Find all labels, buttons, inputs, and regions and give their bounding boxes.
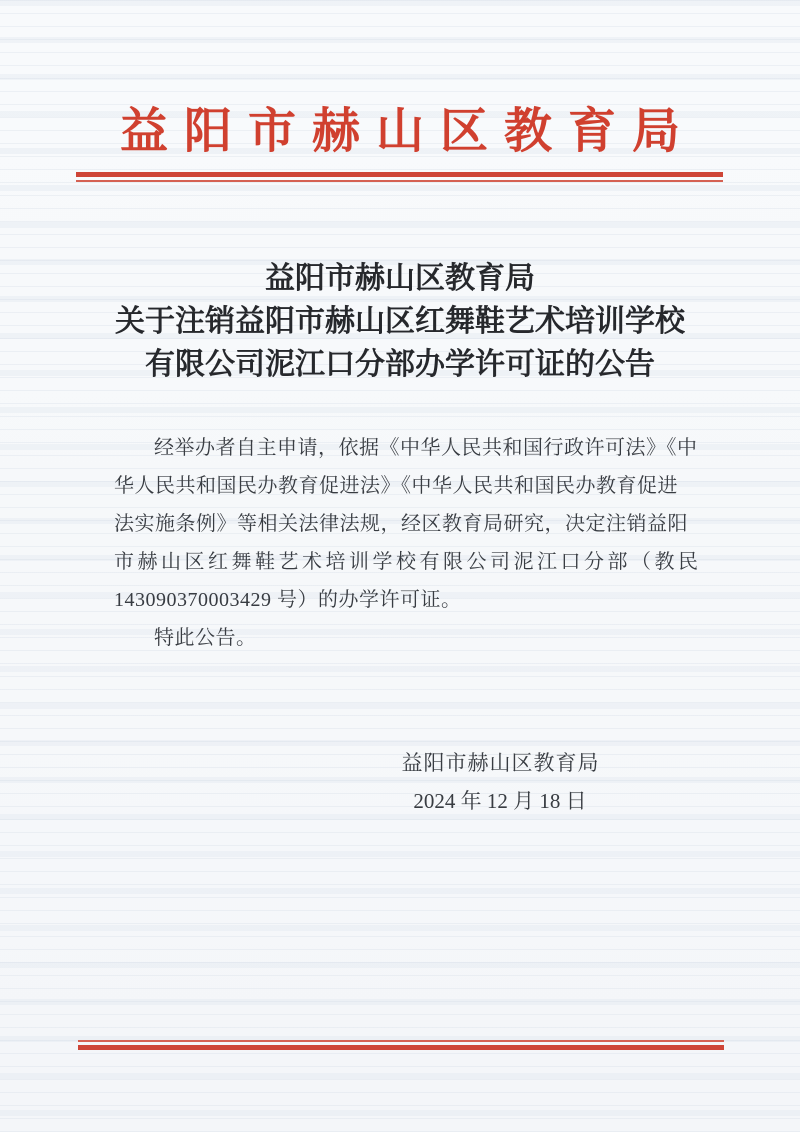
- body-line-2: 华人民共和国民办教育促进法》《中华人民共和国民办教育促进: [114, 475, 678, 497]
- header-rule-thin: [76, 180, 723, 182]
- closing-line: 特此公告。: [154, 627, 257, 649]
- header-rule-thick: [76, 172, 723, 177]
- body-line-3: 法实施条例》等相关法律法规，经区教育局研究，决定注销益阳: [114, 513, 688, 535]
- body-line-1: 经举办者自主申请，依据《中华人民共和国行政许可法》《中: [154, 437, 698, 459]
- body-paragraph: [114, 429, 704, 657]
- footer-rule-thick: [78, 1045, 724, 1050]
- signature-block: [300, 744, 700, 820]
- header-double-rule: [76, 172, 723, 182]
- document-title-line-1: 益阳市赫山区教育局: [265, 262, 535, 295]
- footer-double-rule: [78, 1040, 724, 1050]
- footer-rule-thin: [78, 1040, 724, 1042]
- document-title-line-2: 关于注销益阳市赫山区红舞鞋艺术培训学校: [115, 305, 685, 338]
- body-line-4: 市赫山区红舞鞋艺术培训学校有限公司泥江口分部（教民: [114, 551, 702, 573]
- document-title: [58, 257, 742, 386]
- body-line-5: 143090370003429 号）的办学许可证。: [114, 589, 462, 611]
- document-title-line-3: 有限公司泥江口分部办学许可证的公告: [145, 348, 655, 381]
- signature-agency: 益阳市赫山区教育局: [401, 751, 600, 775]
- letterhead-agency-title: 益阳市赫山区教育局: [119, 105, 696, 158]
- signature-date: 2024 年 12 月 18 日: [413, 789, 587, 813]
